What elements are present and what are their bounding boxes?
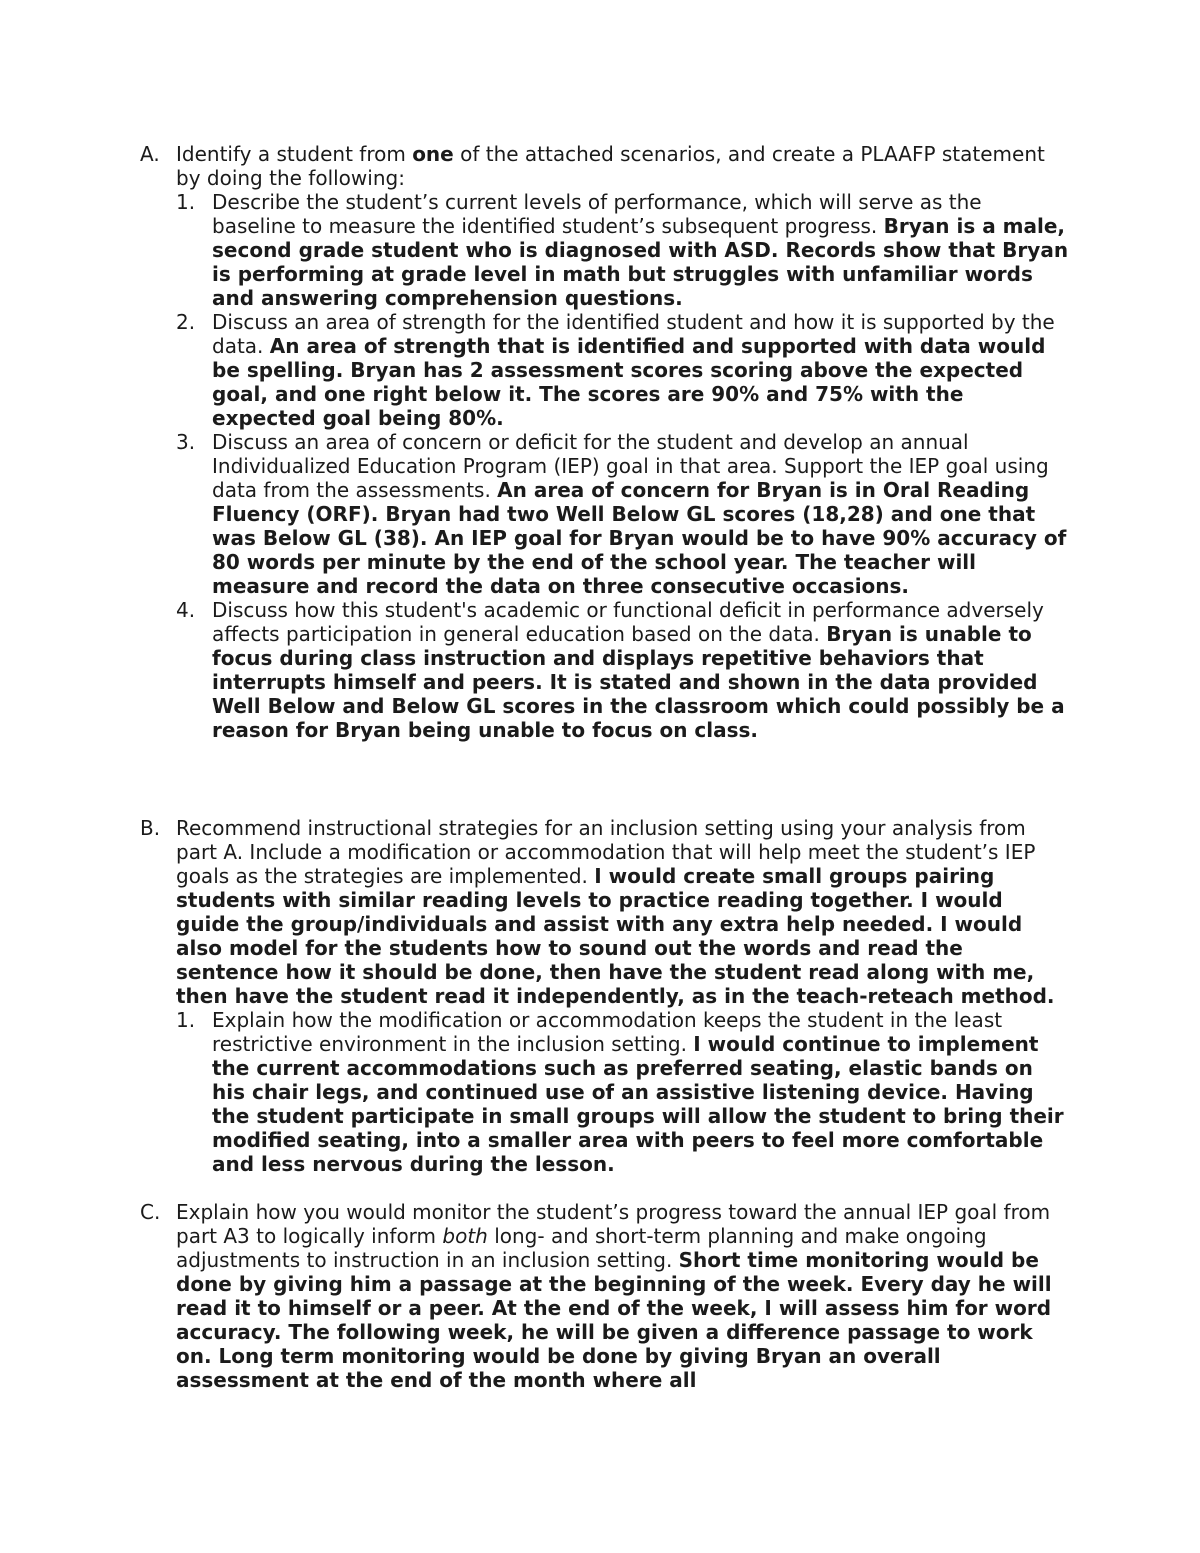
- list-item-marker: 1.: [176, 190, 196, 214]
- section-c-body: Explain how you would monitor the student’s progress toward the annual IEP goal from part A3 to logically inform both long- and short-term planning and make ongoing adjustments to instruction in an inclusion setting. Short time monitoring would be done by giving him a passage at the beginning of the week. Every day he will read it to himself or a peer. At the end of the week, I will assess him for word accuracy. The following week, he will be given a difference passage to work on. Long term monitoring would be done by giving Bryan an overall assessment at the end of the month where all: [176, 1200, 1052, 1392]
- list-item-answer: An area of concern for Bryan is in Oral Reading Fluency (ORF). Bryan had two Well Below GL scores (18,28) and one that was Below GL (38). An IEP goal for Bryan would be to have 90% accuracy of 80 words per minute by the end of the school year. The teacher will measure and record the data on three consecutive occasions.: [212, 478, 1067, 598]
- section-b-item: [140, 816, 1070, 1176]
- list-item: [176, 430, 1070, 598]
- list-item-prompt: Explain how the modification or accommodation keeps the student in the least restrictive environment in the inclusion setting.: [212, 1008, 1003, 1056]
- section-a-marker: A.: [140, 142, 160, 166]
- section-b: [140, 816, 1070, 1176]
- list-item-prompt: Discuss how this student's academic or functional deficit in performance adversely affects participation in general education based on the data.: [212, 598, 1044, 646]
- list-item: [176, 1008, 1070, 1176]
- section-b-prompt: Recommend instructional strategies for an inclusion setting using your analysis from part A. Include a modification or accommodation that will help meet the student’s IEP goals as the strategies are implemented.: [176, 816, 1036, 888]
- list-item-answer: I would continue to implement the current accommodations such as preferred seating, elastic bands on his chair legs, and continued use of an assistive listening device. Having the student participate in small groups will allow the student to bring their modified seating, into a smaller area with peers to feel more comfortable and less nervous during the lesson.: [212, 1032, 1064, 1176]
- section-a-sub-list: [176, 190, 1070, 742]
- list-item-marker: 1.: [176, 1008, 196, 1032]
- list-item: [176, 598, 1070, 742]
- list-item-marker: 2.: [176, 310, 196, 334]
- section-a: [140, 142, 1070, 742]
- list-item: [176, 310, 1070, 430]
- list-item-marker: 4.: [176, 598, 196, 622]
- section-c-item: [140, 1200, 1070, 1392]
- list-item: [176, 190, 1070, 310]
- section-c-answer: Short time monitoring would be done by giving him a passage at the beginning of the week. Every day he will read it to himself or a peer. At the end of the week, I will assess him for word accuracy. The following week, he will be given a difference passage to work on. Long term monitoring would be done by giving Bryan an overall assessment at the end of the month where all: [176, 1248, 1052, 1392]
- section-b-sub-list: [176, 1008, 1070, 1176]
- list-item-answer: Bryan is unable to focus during class instruction and displays repetitive behaviors that interrupts himself and peers. It is stated and shown in the data provided Well Below and Below GL scores in the classroom which could possibly be a reason for Bryan being unable to focus on class.: [212, 622, 1065, 742]
- section-a-item: [140, 142, 1070, 742]
- list-item-answer: An area of strength that is identified and supported with data would be spelling. Bryan has 2 assessment scores scoring above the expected goal, and one right below it. The scores are 90% and 75% with the expected goal being 80%.: [212, 334, 1046, 430]
- list-item-prompt: Discuss an area of strength for the identified student and how it is supported by the data.: [212, 310, 1055, 358]
- list-item-marker: 3.: [176, 430, 196, 454]
- section-a-intro-emphasis: one: [412, 142, 454, 166]
- list-item-answer: Bryan is a male, second grade student who is diagnosed with ASD. Records show that Bryan is performing at grade level in math but struggles with unfamiliar words and answering comprehension questions.: [212, 214, 1069, 310]
- section-c: [140, 1200, 1070, 1392]
- section-b-marker: B.: [140, 816, 161, 840]
- section-b-body: [176, 816, 1070, 1008]
- section-b-answer: I would create small groups pairing students with similar reading levels to practice reading together. I would guide the group/individuals and assist with any extra help needed. I would also model for the students how to sound out the words and read the sentence how it should be done, then have the student read along with me, then have the student read it independently, as in the teach-reteach method.: [176, 864, 1055, 1008]
- section-a-intro: Identify a student from one of the attached scenarios, and create a PLAAFP statement by doing the following:: [176, 142, 1045, 190]
- list-item-prompt: Discuss an area of concern or deficit for the student and develop an annual Individualized Education Program (IEP) goal in that area. Support the IEP goal using data from the assessments.: [212, 430, 1049, 502]
- section-c-marker: C.: [140, 1200, 161, 1224]
- list-item-prompt: Describe the student’s current levels of performance, which will serve as the baseline to measure the identified student’s subsequent progress.: [212, 190, 982, 238]
- section-c-emphasis: both: [442, 1224, 488, 1248]
